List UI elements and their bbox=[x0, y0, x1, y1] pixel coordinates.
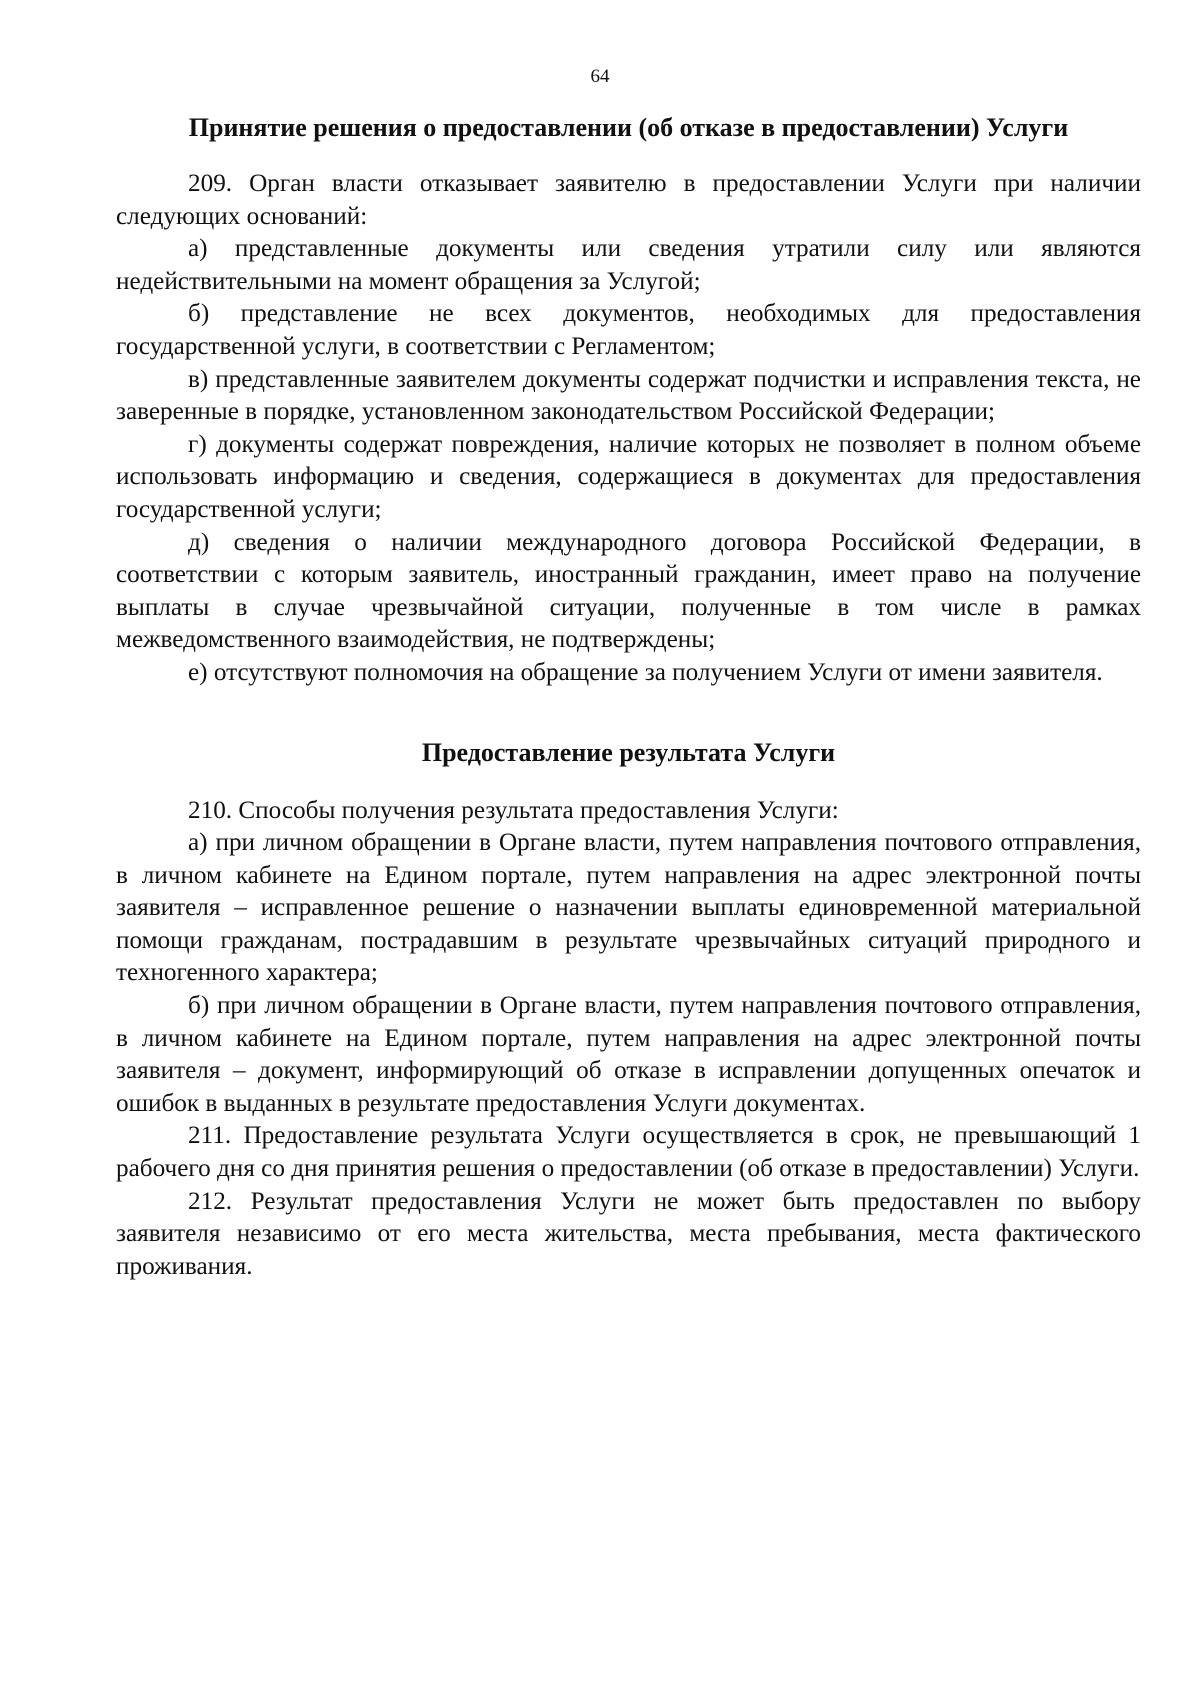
paragraph-212: 212. Результат предоставления Услуги не может быть предоставлен по выбору заявителя независимо от его места жительства, места пребывания, места фактического проживания. bbox=[116, 1187, 1141, 1280]
list-item-e: е) отсутствуют полномочия на обращение за получением Услуги от имени заявителя. bbox=[188, 658, 1103, 686]
list-item-b-result: б) при личном обращении в Органе власти, путем направления почтового отправления, в личном кабинете на Едином портале, путем направления на адрес электронной почты заявителя – документ, информирующий об отказе в исправлении допущенных опечаток и ошибок в выданных в результате предоставления Услуги документах. bbox=[116, 992, 1141, 1117]
list-item-a: а) представленные документы или сведения утратили силу или являются недействительными на момент обращения за Услугой; bbox=[116, 235, 1141, 295]
section-heading-result: Предоставление результата Услуги bbox=[421, 737, 836, 767]
list-item-v: в) представленные заявителем документы содержат подчистки и исправления текста, не заверенные в порядке, установленном законодательством Российской Федерации; bbox=[116, 365, 1141, 426]
section-heading-decision: Принятие решения о предоставлении (об отказе в предоставлении) Услуги bbox=[188, 113, 1069, 142]
list-item-g: г) документы содержат повреждения, наличие которых не позволяет в полном объеме использовать информацию и сведения, содержащиеся в документах для предоставления государственной услуги; bbox=[116, 430, 1141, 523]
paragraph-211: 211. Предоставление результата Услуги осуществляется в срок, не превышающий 1 рабочего дня со дня принятия решения о предоставлении (об отказе в предоставлении) Услуги. bbox=[116, 1122, 1141, 1183]
paragraph-209: 209. Орган власти отказывает заявителю в предоставлении Услуги при наличии следующих оснований: bbox=[116, 170, 1141, 230]
paragraph-210: 210. Способы получения результата предоставления Услуги: bbox=[188, 796, 839, 824]
list-item-a-result: а) при личном обращении в Органе власти, путем направления почтового отправления, в личном кабинете на Едином портале, путем направления на адрес электронной почты заявителя – исправленное решение о назначении выплаты единовременной материальной помощи гражданам, пострадавшим в результате чрезвычайных ситуаций природного и техногенного характера; bbox=[116, 829, 1141, 987]
list-item-b: б) представление не всех документов, необходимых для предоставления государственной услуги, в соответствии с Регламентом; bbox=[116, 300, 1141, 360]
document-content bbox=[116, 112, 1141, 1283]
page-number: 64 bbox=[590, 66, 610, 87]
list-item-d: д) сведения о наличии международного договора Российской Федерации, в соответствии с которым заявитель, иностранный гражданин, имеет право на получение выплаты в случае чрезвычайной ситуации, полученные в том числе в рамках межведомственного взаимодействия, не подтверждены; bbox=[116, 528, 1141, 654]
